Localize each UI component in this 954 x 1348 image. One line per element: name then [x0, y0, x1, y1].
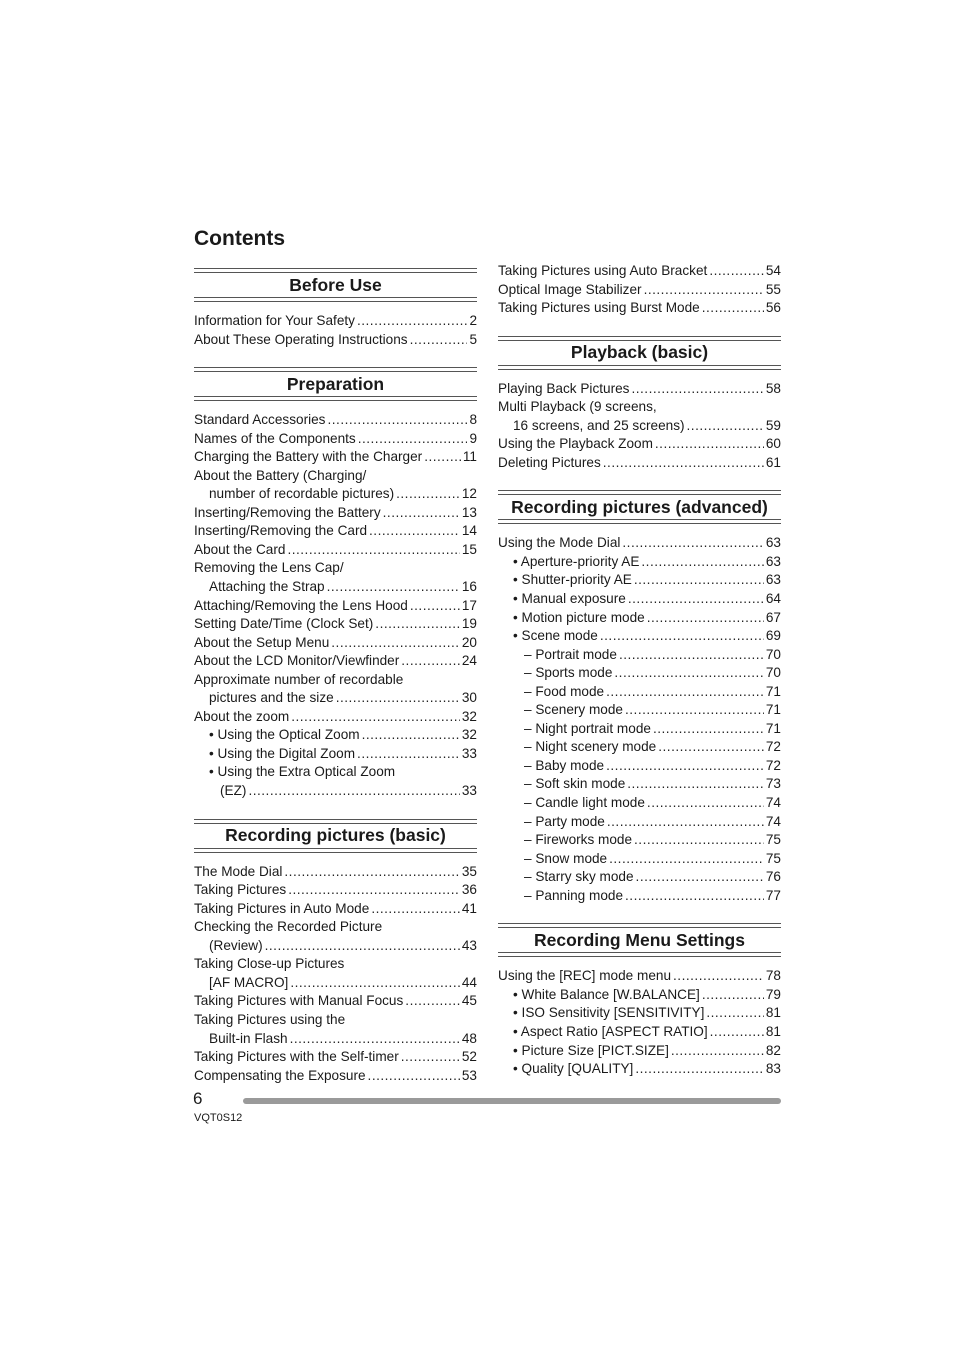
toc-entry-title: About the zoom — [194, 708, 290, 724]
toc-entry[interactable] — [194, 615, 477, 634]
toc-entry-page: 72 — [765, 739, 781, 755]
dot-leader — [606, 757, 764, 776]
toc-entry-title: Deleting Pictures — [498, 454, 601, 470]
toc-entry-page: 36 — [461, 882, 477, 898]
toc-entry-title: – Fireworks mode — [524, 832, 633, 848]
dot-leader — [628, 590, 764, 609]
toc-entry[interactable] — [498, 454, 781, 473]
toc-entry[interactable] — [498, 417, 781, 436]
dot-leader — [622, 534, 763, 553]
toc-entry-page: 58 — [765, 380, 781, 396]
toc-entry[interactable] — [498, 590, 781, 609]
toc-entry[interactable] — [194, 331, 477, 350]
toc-entry-page: 70 — [765, 646, 781, 662]
toc-entry[interactable] — [498, 299, 781, 318]
section-heading-label: Playback (basic) — [498, 340, 781, 366]
toc-entry-title: (EZ) — [220, 783, 247, 799]
toc-entry-page: 17 — [461, 597, 477, 613]
toc-entry-title: • Motion picture mode — [513, 609, 645, 625]
dot-leader — [636, 868, 764, 887]
dot-leader — [658, 738, 764, 757]
toc-entry[interactable] — [498, 1023, 781, 1042]
toc-entry[interactable] — [194, 782, 477, 801]
toc-entry-page: 81 — [765, 1005, 781, 1021]
toc-entry[interactable] — [194, 863, 477, 882]
dot-leader — [291, 708, 460, 727]
toc-entry[interactable] — [498, 664, 781, 683]
section-gap — [194, 349, 477, 367]
toc-entry-title: – Snow mode — [524, 850, 608, 866]
dot-leader — [331, 634, 460, 653]
toc-entry[interactable] — [194, 726, 477, 745]
section-gap — [498, 318, 781, 336]
dot-leader — [265, 937, 460, 956]
toc-entry-page: 61 — [765, 454, 781, 470]
toc-entry-page: 41 — [461, 900, 477, 916]
toc-entry-title: Charging the Battery with the Charger — [194, 449, 423, 465]
toc-entry[interactable] — [194, 634, 477, 653]
dot-leader — [362, 726, 460, 745]
toc-entry-title: [AF MACRO] — [209, 974, 289, 990]
toc-entry-page: 48 — [461, 1030, 477, 1046]
toc-entry-title: • ISO Sensitivity [SENSITIVITY] — [513, 1005, 705, 1021]
dot-leader — [609, 850, 764, 869]
toc-entry[interactable] — [194, 597, 477, 616]
toc-entry[interactable] — [194, 900, 477, 919]
dot-leader — [288, 881, 460, 900]
dot-leader — [634, 571, 764, 590]
toc-entry[interactable] — [498, 571, 781, 590]
toc-entry[interactable] — [194, 504, 477, 523]
toc-entry[interactable] — [194, 881, 477, 900]
toc-entry-title: Checking the Recorded Picture — [194, 919, 383, 935]
toc-entry[interactable] — [498, 1004, 781, 1023]
dot-leader — [284, 863, 459, 882]
toc-entry[interactable] — [498, 738, 781, 757]
toc-entry[interactable] — [194, 671, 477, 690]
toc-entry-page: 73 — [765, 776, 781, 792]
section-heading — [498, 336, 781, 370]
toc-entry-title: Taking Close-up Pictures — [194, 956, 345, 972]
dot-leader — [647, 794, 764, 813]
toc-entry-title: About the Battery (Charging/ — [194, 467, 367, 483]
toc-entry-page: 83 — [765, 1061, 781, 1077]
dot-leader — [625, 887, 764, 906]
dot-leader — [625, 701, 764, 720]
toc-entry[interactable] — [194, 467, 477, 486]
dot-leader — [369, 522, 460, 541]
toc-entry-page: 30 — [461, 690, 477, 706]
toc-entry-title: The Mode Dial — [194, 863, 283, 879]
toc-entry-title: – Starry sky mode — [524, 869, 634, 885]
dot-leader — [702, 986, 764, 1005]
toc-entry-title: Playing Back Pictures — [498, 380, 630, 396]
toc-entry-title: Built-in Flash — [209, 1030, 288, 1046]
toc-entry-page: 54 — [765, 263, 781, 278]
toc-entry[interactable] — [194, 411, 477, 430]
dot-leader — [709, 262, 764, 281]
toc-entry-page: 79 — [765, 986, 781, 1002]
dot-leader — [375, 615, 460, 634]
toc-entry-title: • Picture Size [PICT.SIZE] — [513, 1042, 669, 1058]
toc-entry-page: 35 — [461, 863, 477, 879]
toc-entry[interactable] — [498, 794, 781, 813]
toc-entry[interactable] — [194, 559, 477, 578]
toc-entry[interactable] — [194, 522, 477, 541]
toc-entry-page: 74 — [765, 795, 781, 811]
toc-entry-page: 76 — [765, 869, 781, 885]
document-code: VQT0S12 — [194, 1112, 243, 1124]
toc-entry-title: Attaching the Strap — [209, 579, 325, 595]
toc-entry[interactable] — [498, 627, 781, 646]
toc-entry-page: 71 — [765, 683, 781, 699]
toc-entry-page: 16 — [461, 579, 477, 595]
dot-leader — [410, 597, 460, 616]
toc-entry-title: – Sports mode — [524, 665, 613, 681]
toc-entry-title: 16 screens, and 25 screens) — [513, 417, 685, 433]
toc-entry-title: Attaching/Removing the Lens Hood — [194, 597, 408, 613]
dot-leader — [358, 430, 468, 449]
toc-entry[interactable] — [498, 609, 781, 628]
toc-entry-title: Optical Image Stabilizer — [498, 281, 642, 297]
toc-entry[interactable] — [194, 1011, 477, 1030]
toc-entry-title: Approximate number of recordable — [194, 671, 404, 687]
toc-entry-title: Inserting/Removing the Battery — [194, 504, 381, 520]
toc-entry-page: 52 — [461, 1049, 477, 1065]
dot-leader — [607, 813, 764, 832]
dot-leader — [327, 578, 460, 597]
footer-bar — [243, 1098, 781, 1104]
toc-entry-page: 13 — [461, 504, 477, 520]
toc-entry-title: – Candle light mode — [524, 795, 645, 811]
toc-entry[interactable] — [498, 380, 781, 399]
toc-section — [194, 863, 477, 1086]
toc-entry[interactable] — [498, 1042, 781, 1061]
toc-entry-page: 82 — [765, 1042, 781, 1058]
toc-entry-title: – Party mode — [524, 813, 605, 829]
dot-leader — [606, 683, 764, 702]
toc-entry[interactable] — [498, 553, 781, 572]
toc-entry[interactable] — [498, 986, 781, 1005]
dot-leader — [371, 900, 460, 919]
toc-entry-title: • Aspect Ratio [ASPECT RATIO] — [513, 1023, 708, 1039]
toc-entry-page: 44 — [461, 974, 477, 990]
toc-entry-title: Compensating the Exposure — [194, 1067, 366, 1083]
toc-entry-page: 9 — [469, 430, 477, 446]
toc-entry-title: Using the Mode Dial — [498, 535, 621, 551]
dot-leader — [248, 782, 459, 801]
toc-entry-page: 69 — [765, 628, 781, 644]
toc-entry-title: • Aperture-priority AE — [513, 553, 640, 569]
toc-entry-page: 81 — [765, 1023, 781, 1039]
dot-leader — [614, 664, 763, 683]
toc-entry-title: • Manual exposure — [513, 591, 626, 607]
section-heading-label: Before Use — [194, 272, 477, 298]
toc-entry[interactable] — [194, 955, 477, 974]
toc-entry-title: • Quality [QUALITY] — [513, 1061, 634, 1077]
toc-entry-page: 5 — [469, 331, 477, 347]
toc-entry-title: Inserting/Removing the Card — [194, 523, 368, 539]
toc-entry-title: pictures and the size — [209, 690, 334, 706]
toc-entry-page: 78 — [765, 968, 781, 984]
toc-entry-page: 32 — [461, 708, 477, 724]
toc-entry-page: 11 — [462, 449, 477, 465]
toc-entry[interactable] — [194, 763, 477, 782]
toc-entry-page: 71 — [765, 720, 781, 736]
dot-leader — [401, 652, 460, 671]
toc-left-column — [194, 268, 477, 1085]
toc-entry-title: – Night scenery mode — [524, 739, 657, 755]
toc-entry-page: 56 — [765, 300, 781, 316]
toc-entry-title: Multi Playback (9 screens, — [498, 399, 657, 415]
toc-entry-page: 15 — [461, 541, 477, 557]
dot-leader — [655, 435, 764, 454]
toc-right-column — [498, 262, 781, 1079]
toc-section — [194, 411, 477, 800]
toc-entry-title: – Scenery mode — [524, 702, 623, 718]
toc-entry[interactable] — [498, 887, 781, 906]
toc-entry-title: About the Card — [194, 541, 286, 557]
toc-entry-title: • Using the Optical Zoom — [209, 727, 360, 743]
toc-entry[interactable] — [194, 745, 477, 764]
toc-entry-title: – Baby mode — [524, 757, 605, 773]
toc-entry-title: – Panning mode — [524, 887, 624, 903]
toc-entry-title: • Scene mode — [513, 628, 598, 644]
section-heading-label: Recording pictures (basic) — [194, 823, 477, 849]
toc-entry-title: – Soft skin mode — [524, 776, 626, 792]
toc-section — [498, 534, 781, 905]
dot-leader — [706, 1004, 764, 1023]
dot-leader — [383, 504, 460, 523]
toc-entry-page: 33 — [461, 745, 477, 761]
toc-entry[interactable] — [194, 937, 477, 956]
toc-entry-page: 14 — [461, 523, 477, 539]
dot-leader — [631, 380, 763, 399]
dot-leader — [424, 448, 461, 467]
toc-entry[interactable] — [498, 850, 781, 869]
dot-leader — [687, 417, 764, 436]
toc-entry[interactable] — [194, 485, 477, 504]
dot-leader — [641, 553, 763, 572]
dot-leader — [647, 609, 764, 628]
toc-entry[interactable] — [498, 967, 781, 986]
toc-entry-title: Removing the Lens Cap/ — [194, 560, 344, 576]
toc-entry-title: – Food mode — [524, 683, 605, 699]
dot-leader — [673, 967, 764, 986]
toc-entry-title: – Portrait mode — [524, 646, 617, 662]
toc-entry-page: 33 — [461, 783, 477, 799]
section-gap — [498, 472, 781, 490]
toc-entry-page: 75 — [765, 850, 781, 866]
toc-entry[interactable] — [498, 281, 781, 300]
toc-entry-page: 59 — [765, 417, 781, 433]
toc-section — [498, 380, 781, 473]
toc-entry-title: Names of the Components — [194, 430, 356, 446]
toc-entry-title: – Night portrait mode — [524, 720, 651, 736]
toc-entry[interactable] — [498, 720, 781, 739]
toc-entry[interactable] — [498, 1060, 781, 1079]
dot-leader — [635, 1060, 764, 1079]
dot-leader — [644, 281, 764, 300]
toc-entry[interactable] — [194, 312, 477, 331]
toc-entry[interactable] — [194, 918, 477, 937]
toc-section — [498, 967, 781, 1078]
dot-leader — [290, 1030, 460, 1049]
toc-entry-page: 8 — [469, 412, 477, 428]
toc-entry-page: 45 — [461, 993, 477, 1009]
toc-entry-title: Taking Pictures in Auto Mode — [194, 900, 370, 916]
dot-leader — [327, 411, 467, 430]
toc-entry-page: 72 — [765, 757, 781, 773]
dot-leader — [653, 720, 764, 739]
toc-entry[interactable] — [194, 974, 477, 993]
section-gap — [194, 801, 477, 819]
toc-entry-page: 63 — [765, 535, 781, 551]
toc-entry[interactable] — [194, 1067, 477, 1086]
dot-leader — [396, 485, 460, 504]
toc-entry-title: Taking Pictures using Burst Mode — [498, 300, 700, 316]
toc-entry-title: (Review) — [209, 937, 263, 953]
dot-leader — [634, 831, 764, 850]
section-heading-label: Recording Menu Settings — [498, 927, 781, 953]
toc-entry-page: 70 — [765, 665, 781, 681]
dot-leader — [603, 454, 764, 473]
toc-entry[interactable] — [498, 683, 781, 702]
toc-entry-title: • White Balance [W.BALANCE] — [513, 986, 700, 1002]
toc-entry[interactable] — [498, 868, 781, 887]
toc-entry-page: 24 — [461, 653, 477, 669]
toc-entry-page: 55 — [765, 281, 781, 297]
toc-entry[interactable] — [498, 757, 781, 776]
dot-leader — [619, 646, 764, 665]
toc-entry[interactable] — [498, 646, 781, 665]
toc-entry-page: 53 — [461, 1067, 477, 1083]
dot-leader — [368, 1067, 460, 1086]
toc-entry-page: 75 — [765, 832, 781, 848]
dot-leader — [710, 1023, 764, 1042]
section-heading — [194, 367, 477, 401]
dot-leader — [401, 1048, 460, 1067]
toc-entry-page: 64 — [765, 591, 781, 607]
toc-entry[interactable] — [498, 775, 781, 794]
section-heading — [498, 490, 781, 524]
toc-entry-title: About the Setup Menu — [194, 634, 330, 650]
toc-entry-page: 43 — [461, 937, 477, 953]
toc-entry-title: Taking Pictures — [194, 882, 287, 898]
toc-entry-page: 63 — [765, 572, 781, 588]
dot-leader — [336, 689, 460, 708]
toc-entry[interactable] — [194, 541, 477, 560]
section-heading — [498, 923, 781, 957]
toc-entry[interactable] — [194, 430, 477, 449]
toc-entry[interactable] — [498, 701, 781, 720]
toc-entry[interactable] — [498, 262, 781, 281]
section-heading — [194, 268, 477, 302]
dot-leader — [410, 331, 468, 350]
toc-entry-title: About These Operating Instructions — [194, 331, 408, 347]
toc-entry[interactable] — [194, 1048, 477, 1067]
page-title: Contents — [194, 227, 285, 250]
toc-entry-page: 60 — [765, 436, 781, 452]
dot-leader — [627, 775, 764, 794]
dot-leader — [671, 1042, 764, 1061]
toc-entry[interactable] — [194, 689, 477, 708]
toc-entry-title: Taking Pictures with the Self-timer — [194, 1049, 399, 1065]
toc-entry[interactable] — [498, 534, 781, 553]
toc-section — [194, 312, 477, 349]
toc-section — [498, 262, 781, 318]
toc-entry-title: • Using the Digital Zoom — [209, 745, 356, 761]
toc-entry-page: 74 — [765, 813, 781, 829]
toc-entry-page: 2 — [469, 313, 477, 328]
toc-entry-page: 12 — [461, 486, 477, 502]
dot-leader — [290, 974, 460, 993]
toc-entry-page: 71 — [765, 702, 781, 718]
toc-entry[interactable] — [498, 435, 781, 454]
toc-entry-title: • Using the Extra Optical Zoom — [209, 764, 396, 780]
dot-leader — [702, 299, 764, 318]
toc-entry-page: 19 — [461, 616, 477, 632]
dot-leader — [357, 312, 467, 331]
toc-entry-page: 77 — [765, 887, 781, 903]
toc-entry-page: 63 — [765, 553, 781, 569]
section-heading — [194, 819, 477, 853]
section-heading-label: Recording pictures (advanced) — [498, 494, 781, 520]
toc-entry-title: Standard Accessories — [194, 412, 326, 428]
toc-entry-title: Setting Date/Time (Clock Set) — [194, 616, 374, 632]
page-number: 6 — [193, 1089, 203, 1108]
toc-entry-title: number of recordable pictures) — [209, 486, 395, 502]
toc-entry-title: Using the Playback Zoom — [498, 436, 653, 452]
toc-entry-title: Using the [REC] mode menu — [498, 968, 672, 984]
toc-entry-title: Taking Pictures using the — [194, 1011, 346, 1027]
toc-entry[interactable] — [194, 1030, 477, 1049]
toc-entry-page: 32 — [461, 727, 477, 743]
toc-entry[interactable] — [194, 448, 477, 467]
toc-entry[interactable] — [194, 578, 477, 597]
toc-entry[interactable] — [194, 652, 477, 671]
toc-entry[interactable] — [194, 992, 477, 1011]
toc-entry-title: About the LCD Monitor/Viewfinder — [194, 653, 400, 669]
toc-entry[interactable] — [498, 398, 781, 417]
toc-entry-title: Information for Your Safety — [194, 313, 355, 328]
toc-entry[interactable] — [498, 813, 781, 832]
toc-entry-title: Taking Pictures using Auto Bracket — [498, 263, 708, 278]
toc-entry[interactable] — [194, 708, 477, 727]
toc-entry[interactable] — [498, 831, 781, 850]
section-heading-label: Preparation — [194, 371, 477, 397]
toc-entry-title: Taking Pictures with Manual Focus — [194, 993, 404, 1009]
dot-leader — [600, 627, 764, 646]
toc-entry-page: 20 — [461, 634, 477, 650]
toc-entry-title: • Shutter-priority AE — [513, 572, 632, 588]
dot-leader — [405, 992, 460, 1011]
section-gap — [498, 905, 781, 923]
dot-leader — [287, 541, 459, 560]
dot-leader — [357, 745, 460, 764]
toc-entry-page: 67 — [765, 609, 781, 625]
